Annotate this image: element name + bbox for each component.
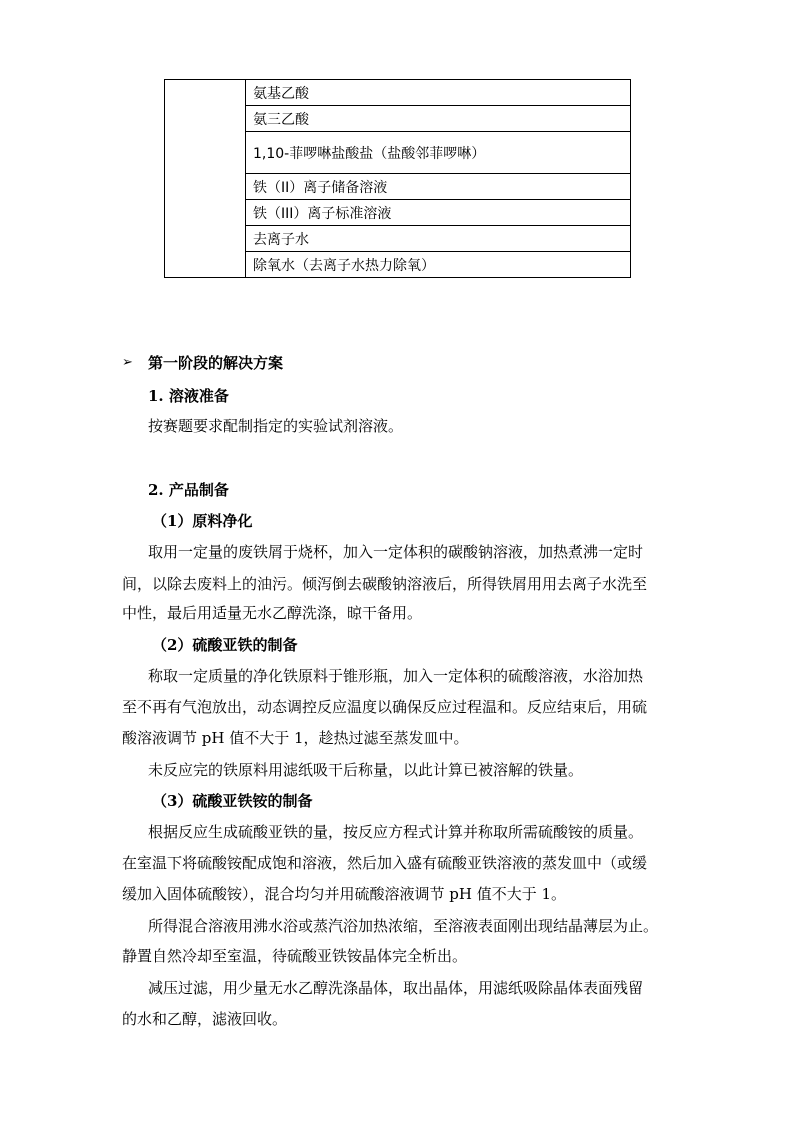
subheading-ferrous-sulfate: （2）硫酸亚铁的制备 [152,636,298,654]
reagent-table [164,79,631,278]
table-cell: 铁（III）离子标准溶液 [246,200,631,226]
paragraph-line: 未反应完的铁原料用滤纸吸干后称量，以此计算已被溶解的铁量。 [148,761,584,779]
paragraph-line: 中性，最后用适量无水乙醇洗涤，晾干备用。 [122,604,423,622]
subheading-raw-purify: （1）原料净化 [152,512,253,530]
paragraph-line: 称取一定质量的净化铁原料于锥形瓶，加入一定体积的硫酸溶液，水浴加热 [148,667,644,685]
paragraph-line: 在室温下将硫酸铵配成饱和溶液，然后加入盛有硫酸亚铁溶液的蒸发皿中（或缓 [122,854,648,872]
paragraph: 按赛题要求配制指定的实验试剂溶液。 [148,417,404,435]
paragraph-line: 根据反应生成硫酸亚铁的量，按反应方程式计算并称取所需硫酸铵的质量。 [148,823,644,841]
subheading-solution-prep: 1. 溶液准备 [148,387,229,405]
table-blank-cell [165,80,246,278]
subheading-ammonium-iron-sulfate: （3）硫酸亚铁铵的制备 [152,792,313,810]
paragraph-line: 至不再有气泡放出，动态调控反应温度以确保反应过程温和。反应结束后，用硫 [122,698,648,716]
table-row [165,80,631,106]
paragraph-line: 的水和乙醇，滤液回收。 [122,1010,288,1028]
table-cell: 铁（II）离子储备溶液 [246,174,631,200]
table-cell: 除氧水（去离子水热力除氧） [246,252,631,278]
paragraph-line: 取用一定量的废铁屑于烧杯，加入一定体积的碳酸钠溶液，加热煮沸一定时 [148,543,644,561]
table-cell: 氨三乙酸 [246,106,631,132]
section-heading: 第一阶段的解决方案 [148,354,284,372]
table-cell: 去离子水 [246,226,631,252]
paragraph-line: 所得混合溶液用沸水浴或蒸汽浴加热浓缩，至溶液表面刚出现结晶薄层为止。 [148,917,659,935]
bullet-arrow-icon: ➢ [122,355,133,370]
paragraph-line: 静置自然冷却至室温，待硫酸亚铁铵晶体完全析出。 [122,947,468,965]
subheading-product-prep: 2. 产品制备 [148,481,229,499]
paragraph-line: 酸溶液调节 pH 值不大于 1，趁热过滤至蒸发皿中。 [122,729,469,747]
table-cell: 氨基乙酸 [246,80,631,106]
table-cell: 1,10-菲啰啉盐酸盐（盐酸邻菲啰啉） [246,132,631,174]
paragraph-line: 减压过滤，用少量无水乙醇洗涤晶体，取出晶体，用滤纸吸除晶体表面残留 [148,979,644,997]
paragraph-line: 缓加入固体硫酸铵），混合均匀并用硫酸溶液调节 pH 值不大于 1。 [122,885,567,903]
paragraph-line: 间，以除去废料上的油污。倾泻倒去碳酸钠溶液后，所得铁屑用用去离子水洗至 [122,575,648,593]
